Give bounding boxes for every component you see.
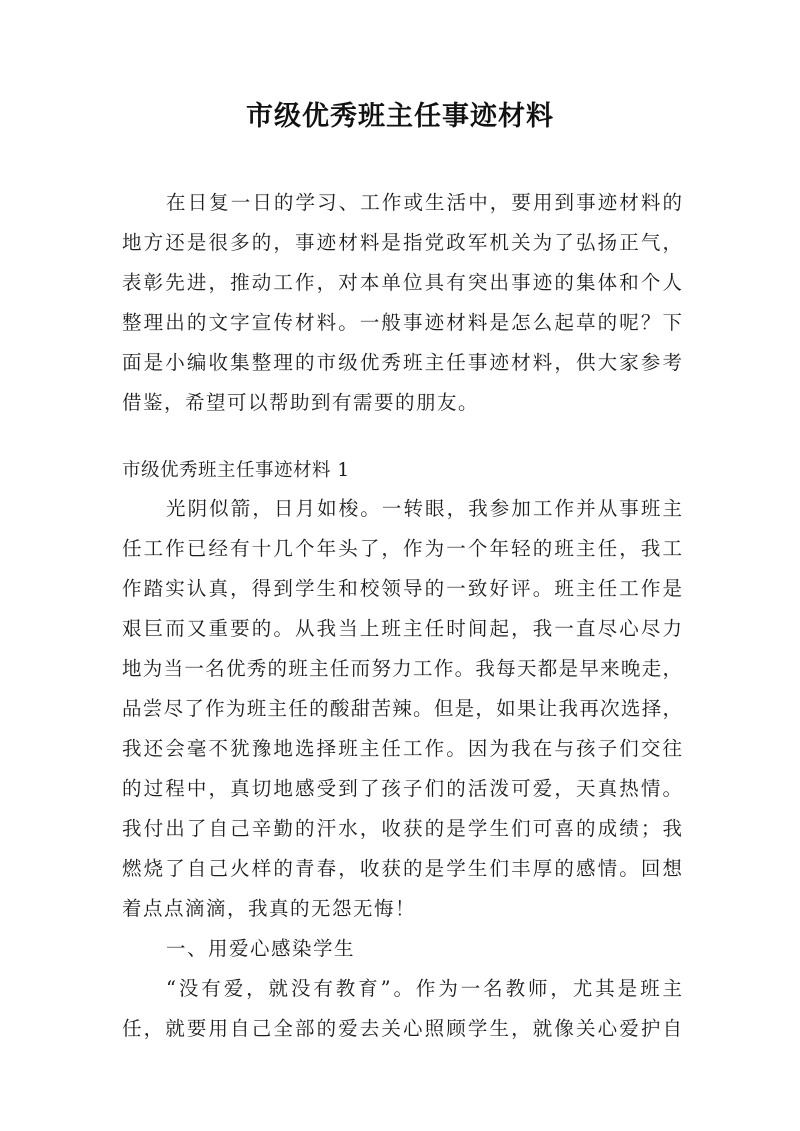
intro-line: 借鉴，希望可以帮助到有需要的朋友。 [122,391,480,414]
subheading: 一、用爱心感染学生 [166,937,356,960]
intro-line: 地方还是很多的，事迹材料是指党政军机关为了弘扬正气， [122,231,682,254]
intro-line: 表彰先进，推动工作，对本单位具有突出事迹的集体和个人 [122,271,682,294]
body-line: 着点点滴滴，我真的无怨无悔！ [122,897,417,920]
body-line: 我付出了自己辛勤的汗水，收获的是学生们可喜的成绩；我 [122,817,682,840]
body-line: 任，就要用自己全部的爱去关心照顾学生，就像关心爱护自 [122,1017,682,1040]
document-title: 市级优秀班主任事迹材料 [246,101,554,132]
body-line: 光阴似箭，日月如梭。一转眼，我参加工作并从事班主 [166,497,682,520]
intro-line: 在日复一日的学习、工作或生活中，要用到事迹材料的 [166,191,682,214]
body-line: 品尝尽了作为班主任的酸甜苦辣。但是，如果让我再次选择， [122,697,682,720]
body-line: 艰巨而又重要的。从我当上班主任时间起，我一直尽心尽力 [122,617,682,640]
body-line: 的过程中，真切地感受到了孩子们的活泼可爱，天真热情。 [122,777,682,800]
body-line: 作踏实认真，得到学生和校领导的一致好评。班主任工作是 [122,577,682,600]
body-line: “没有爱，就没有教育”。作为一名教师，尤其是班主 [166,977,682,1000]
body-line: 地为当一名优秀的班主任而努力工作。我每天都是早来晚走， [122,657,682,680]
body-line: 任工作已经有十几个年头了，作为一个年轻的班主任，我工 [122,537,682,560]
section-heading: 市级优秀班主任事迹材料 1 [122,460,350,481]
body-line: 我还会毫不犹豫地选择班主任工作。因为我在与孩子们交往 [122,737,682,760]
body-line: 燃烧了自己火样的青春，收获的是学生们丰厚的感情。回想 [122,857,682,880]
intro-line: 面是小编收集整理的市级优秀班主任事迹材料，供大家参考 [122,351,682,374]
intro-line: 整理出的文字宣传材料。一般事迹材料是怎么起草的呢？下 [122,311,682,334]
